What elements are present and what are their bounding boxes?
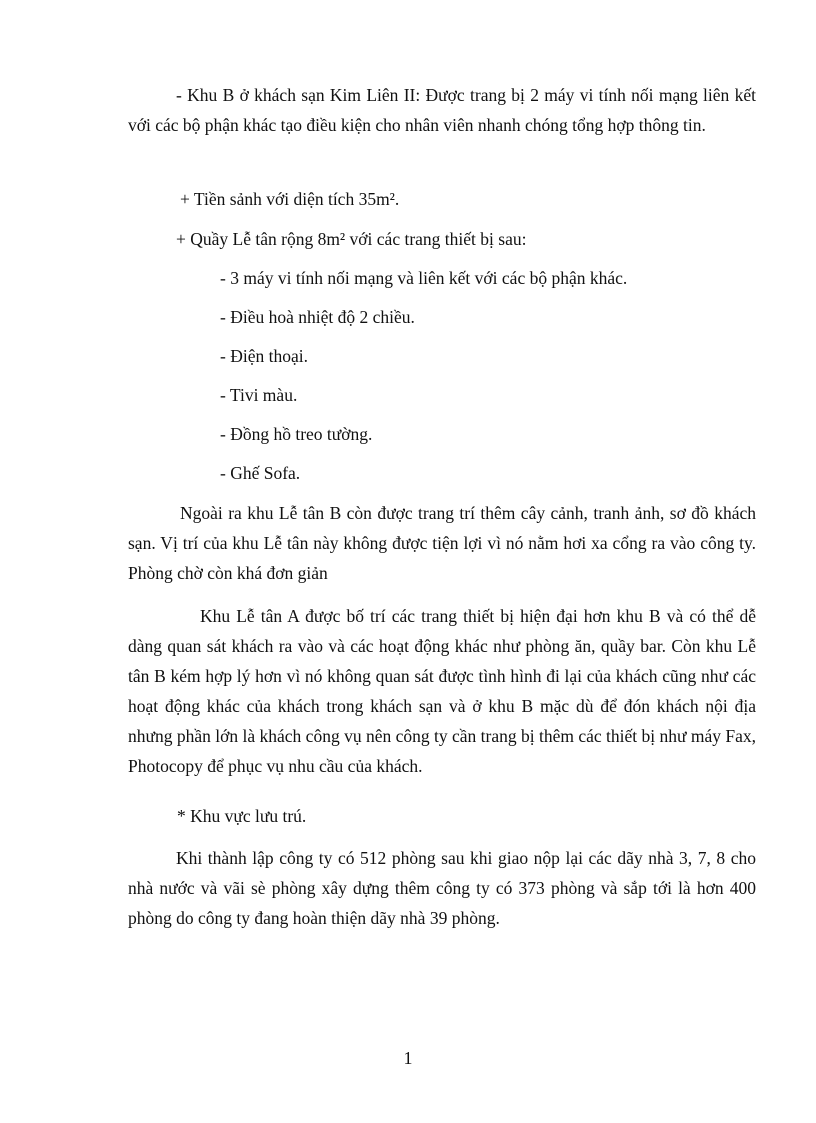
paragraph-khi-thanh-lap: Khi thành lập công ty có 512 phòng sau khi giao nộp lại các dãy nhà 3, 7, 8 cho nhà nước và vãi sè phòng xây dựng thêm công ty có 373 phòng và sắp tới là hơn 400 phòng do công ty đang hoàn thiện dãy nhà 39 phòng.	[128, 848, 756, 928]
paragraph-khu-le-tan-a: Khu Lễ tân A được bố trí các trang thiết bị hiện đại hơn khu B và có thể dễ dàng quan sát khách ra vào và các hoạt động khác như phòng ăn, quầy bar. Còn khu Lễ tân B kém hợp lý hơn vì nó không quan sát được tình hình đi lại của khách cũng như các hoạt động khác của khách trong khách sạn và ở khu B mặc dù để đón khách nội địa nhưng phần lớn là khách công vụ nên công ty cần trang bị thêm các thiết bị như máy Fax, Photocopy để phục vụ nhu cầu của khách.	[128, 606, 756, 776]
paragraph-tien-sanh: + Tiền sảnh với diện tích 35m².	[180, 189, 400, 209]
list-item-dong-ho: - Đồng hồ treo tường.	[220, 424, 373, 444]
list-item-may-vi-tinh: - 3 máy vi tính nối mạng và liên kết với các bộ phận khác.	[220, 268, 628, 288]
list-item-dien-thoai: - Điện thoại.	[220, 346, 308, 366]
page-number: 1	[403, 1048, 413, 1068]
paragraph-ngoai-ra: Ngoài ra khu Lễ tân B còn được trang trí thêm cây cảnh, tranh ảnh, sơ đồ khách sạn. Vị trí của khu Lễ tân này không được tiện lợi vì nó nằm hơi xa cổng ra vào công ty. Phòng chờ còn khá đơn giản	[128, 503, 756, 583]
list-item-ghe-sofa: - Ghế Sofa.	[220, 463, 301, 483]
paragraph-quay-le-tan: + Quầy Lễ tân rộng 8m² với các trang thiết bị sau:	[176, 229, 527, 249]
section-heading-khu-vuc-luu-tru: * Khu vực lưu trú.	[177, 806, 307, 826]
list-item-dieu-hoa: - Điều hoà nhiệt độ 2 chiều.	[220, 307, 415, 327]
paragraph-khu-b: - Khu B ở khách sạn Kim Liên II: Được trang bị 2 máy vi tính nối mạng liên kết với các bộ phận khác tạo điều kiện cho nhân viên nhanh chóng tổng hợp thông tin.	[128, 85, 756, 135]
list-item-tivi: - Tivi màu.	[220, 385, 298, 405]
